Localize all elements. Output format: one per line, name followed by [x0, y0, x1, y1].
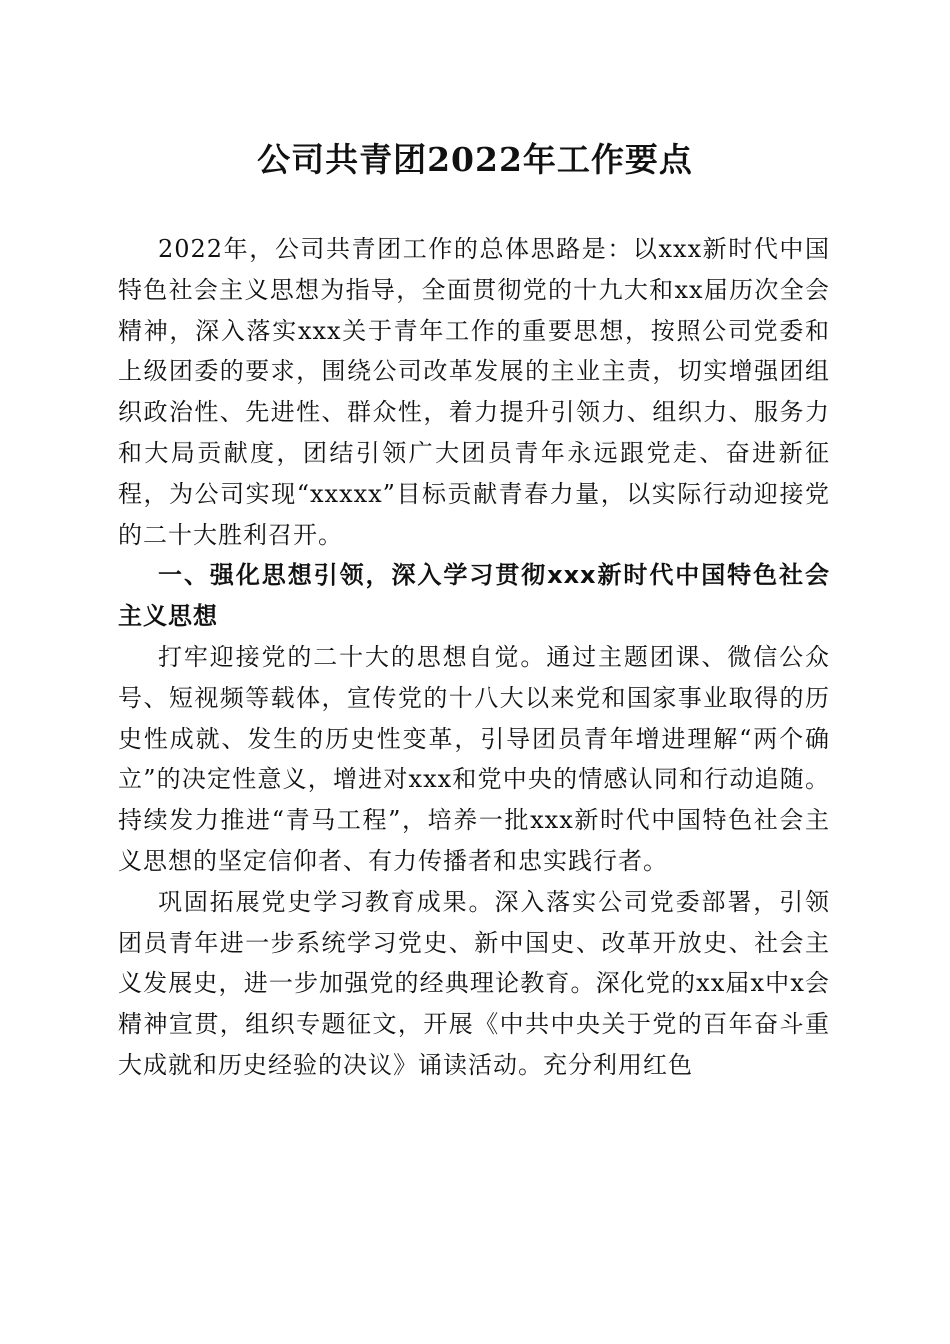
- document-title: 公司共青团2022年工作要点: [257, 140, 693, 179]
- body-paragraph: 巩固拓展党史学习教育成果。深入落实公司党委部署，引领团员青年进一步系统学习党史、新中国史、改革开放史、社会主义发展史，进一步加强党的经典理论教育。深化党的xx届x中x会精神宣贯，组织专题征文，开展《中共中央关于党的百年奋斗重大成就和历史经验的决议》诵读活动。充分利用红色: [118, 887, 830, 1079]
- section-heading-1: 一、强化思想引领，深入学习贯彻xxx新时代中国特色社会主义思想: [118, 561, 830, 631]
- body-paragraph: 打牢迎接党的二十大的思想自觉。通过主题团课、微信公众号、短视频等载体，宣传党的十八大以来党和国家事业取得的历史性成就、发生的历史性变革，引导团员青年增进理解“两个确立”的决定性意义，增进对xxx和党中央的情感认同和行动追随。持续发力推进“青马工程”，培养一批xxx新时代中国特色社会主义思想的坚定信仰者、有力传播者和忠实践行者。: [118, 642, 830, 875]
- document-body: [118, 229, 830, 1086]
- intro-paragraph: 2022年，公司共青团工作的总体思路是：以xxx新时代中国特色社会主义思想为指导，全面贯彻党的十九大和xx届历次全会精神，深入落实xxx关于青年工作的重要思想，按照公司党委和上级团委的要求，围绕公司改革发展的主业主责，切实增强团组织政治性、先进性、群众性，着力提升引领力、组织力、服务力和大局贡献度，团结引领广大团员青年永远跟党走、奋进新征程，为公司实现“xxxxx”目标贡献青春力量，以实际行动迎接党的二十大胜利召开。: [118, 235, 830, 549]
